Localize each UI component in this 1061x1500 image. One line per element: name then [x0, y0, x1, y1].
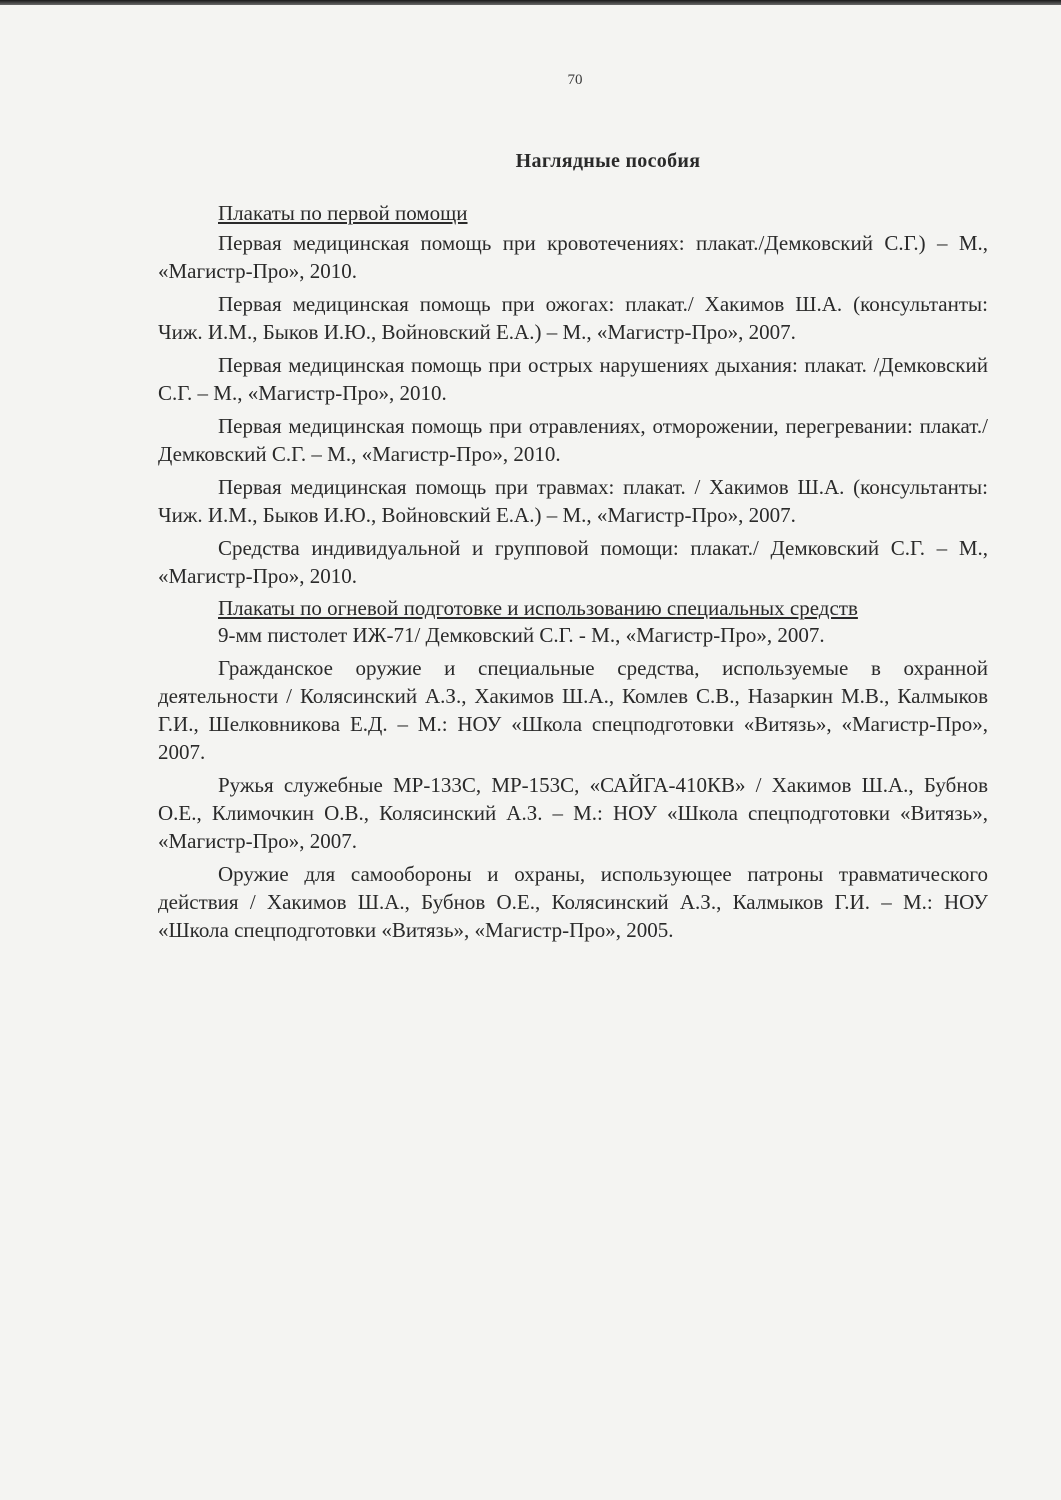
section-title-firearms: Плакаты по огневой подготовке и использованию специальных средств [218, 596, 858, 620]
page-heading: Наглядные пособия [515, 150, 701, 172]
list-item: Гражданское оружие и специальные средства, используемые в охранной деятельности / Колясинский А.З., Хакимов Ш.А., Комлев С.В., Назаркин М.В., Калмыков Г.И., Шелковникова Е.Д. – М.: НОУ «Школа спецподготовки «Витязь», «Магистр-Про», 2007. [158, 656, 988, 764]
list-item: Средства индивидуальной и групповой помощи: плакат./ Демковский С.Г. – М., «Магистр-Про», 2010. [158, 536, 988, 588]
list-item: Первая медицинская помощь при ожогах: плакат./ Хакимов Ш.А. (консультанты: Чиж. И.М., Быков И.Ю., Войновский Е.А.) – М., «Магистр-Про», 2007. [158, 292, 988, 344]
list-item: Первая медицинская помощь при острых нарушениях дыхания: плакат. /Демковский С.Г. – М., «Магистр-Про», 2010. [158, 353, 988, 405]
list-item: Первая медицинская помощь при отравлениях, отморожении, перегревании: плакат./Демковский С.Г. – М., «Магистр-Про», 2010. [158, 414, 988, 466]
document-body [158, 150, 988, 949]
list-item: Первая медицинская помощь при травмах: плакат. / Хакимов Ш.А. (консультанты: Чиж. И.М., Быков И.Ю., Войновский Е.А.) – М., «Магистр-Про», 2007. [158, 475, 988, 527]
list-item: Ружья служебные МР-133С, МР-153С, «САЙГА-410КВ» / Хакимов Ш.А., Бубнов О.Е., Климочкин О.В., Колясинский А.З. – М.: НОУ «Школа спецподготовки «Витязь», «Магистр-Про», 2007. [158, 773, 988, 853]
scan-edge [0, 0, 1061, 5]
list-item: Оружие для самообороны и охраны, использующее патроны травматического действия / Хакимов Ш.А., Бубнов О.Е., Колясинский А.З., Калмыков Г.И. – М.: НОУ «Школа спецподготовки «Витязь», «Магистр-Про», 2005. [158, 862, 988, 942]
list-item: 9-мм пистолет ИЖ-71/ Демковский С.Г. - М., «Магистр-Про», 2007. [218, 623, 825, 647]
page-number: 70 [567, 72, 583, 88]
list-item: Первая медицинская помощь при кровотечениях: плакат./Демковский С.Г.) – М., «Магистр-Про», 2010. [158, 231, 988, 283]
section-title-first-aid: Плакаты по первой помощи [218, 201, 468, 225]
